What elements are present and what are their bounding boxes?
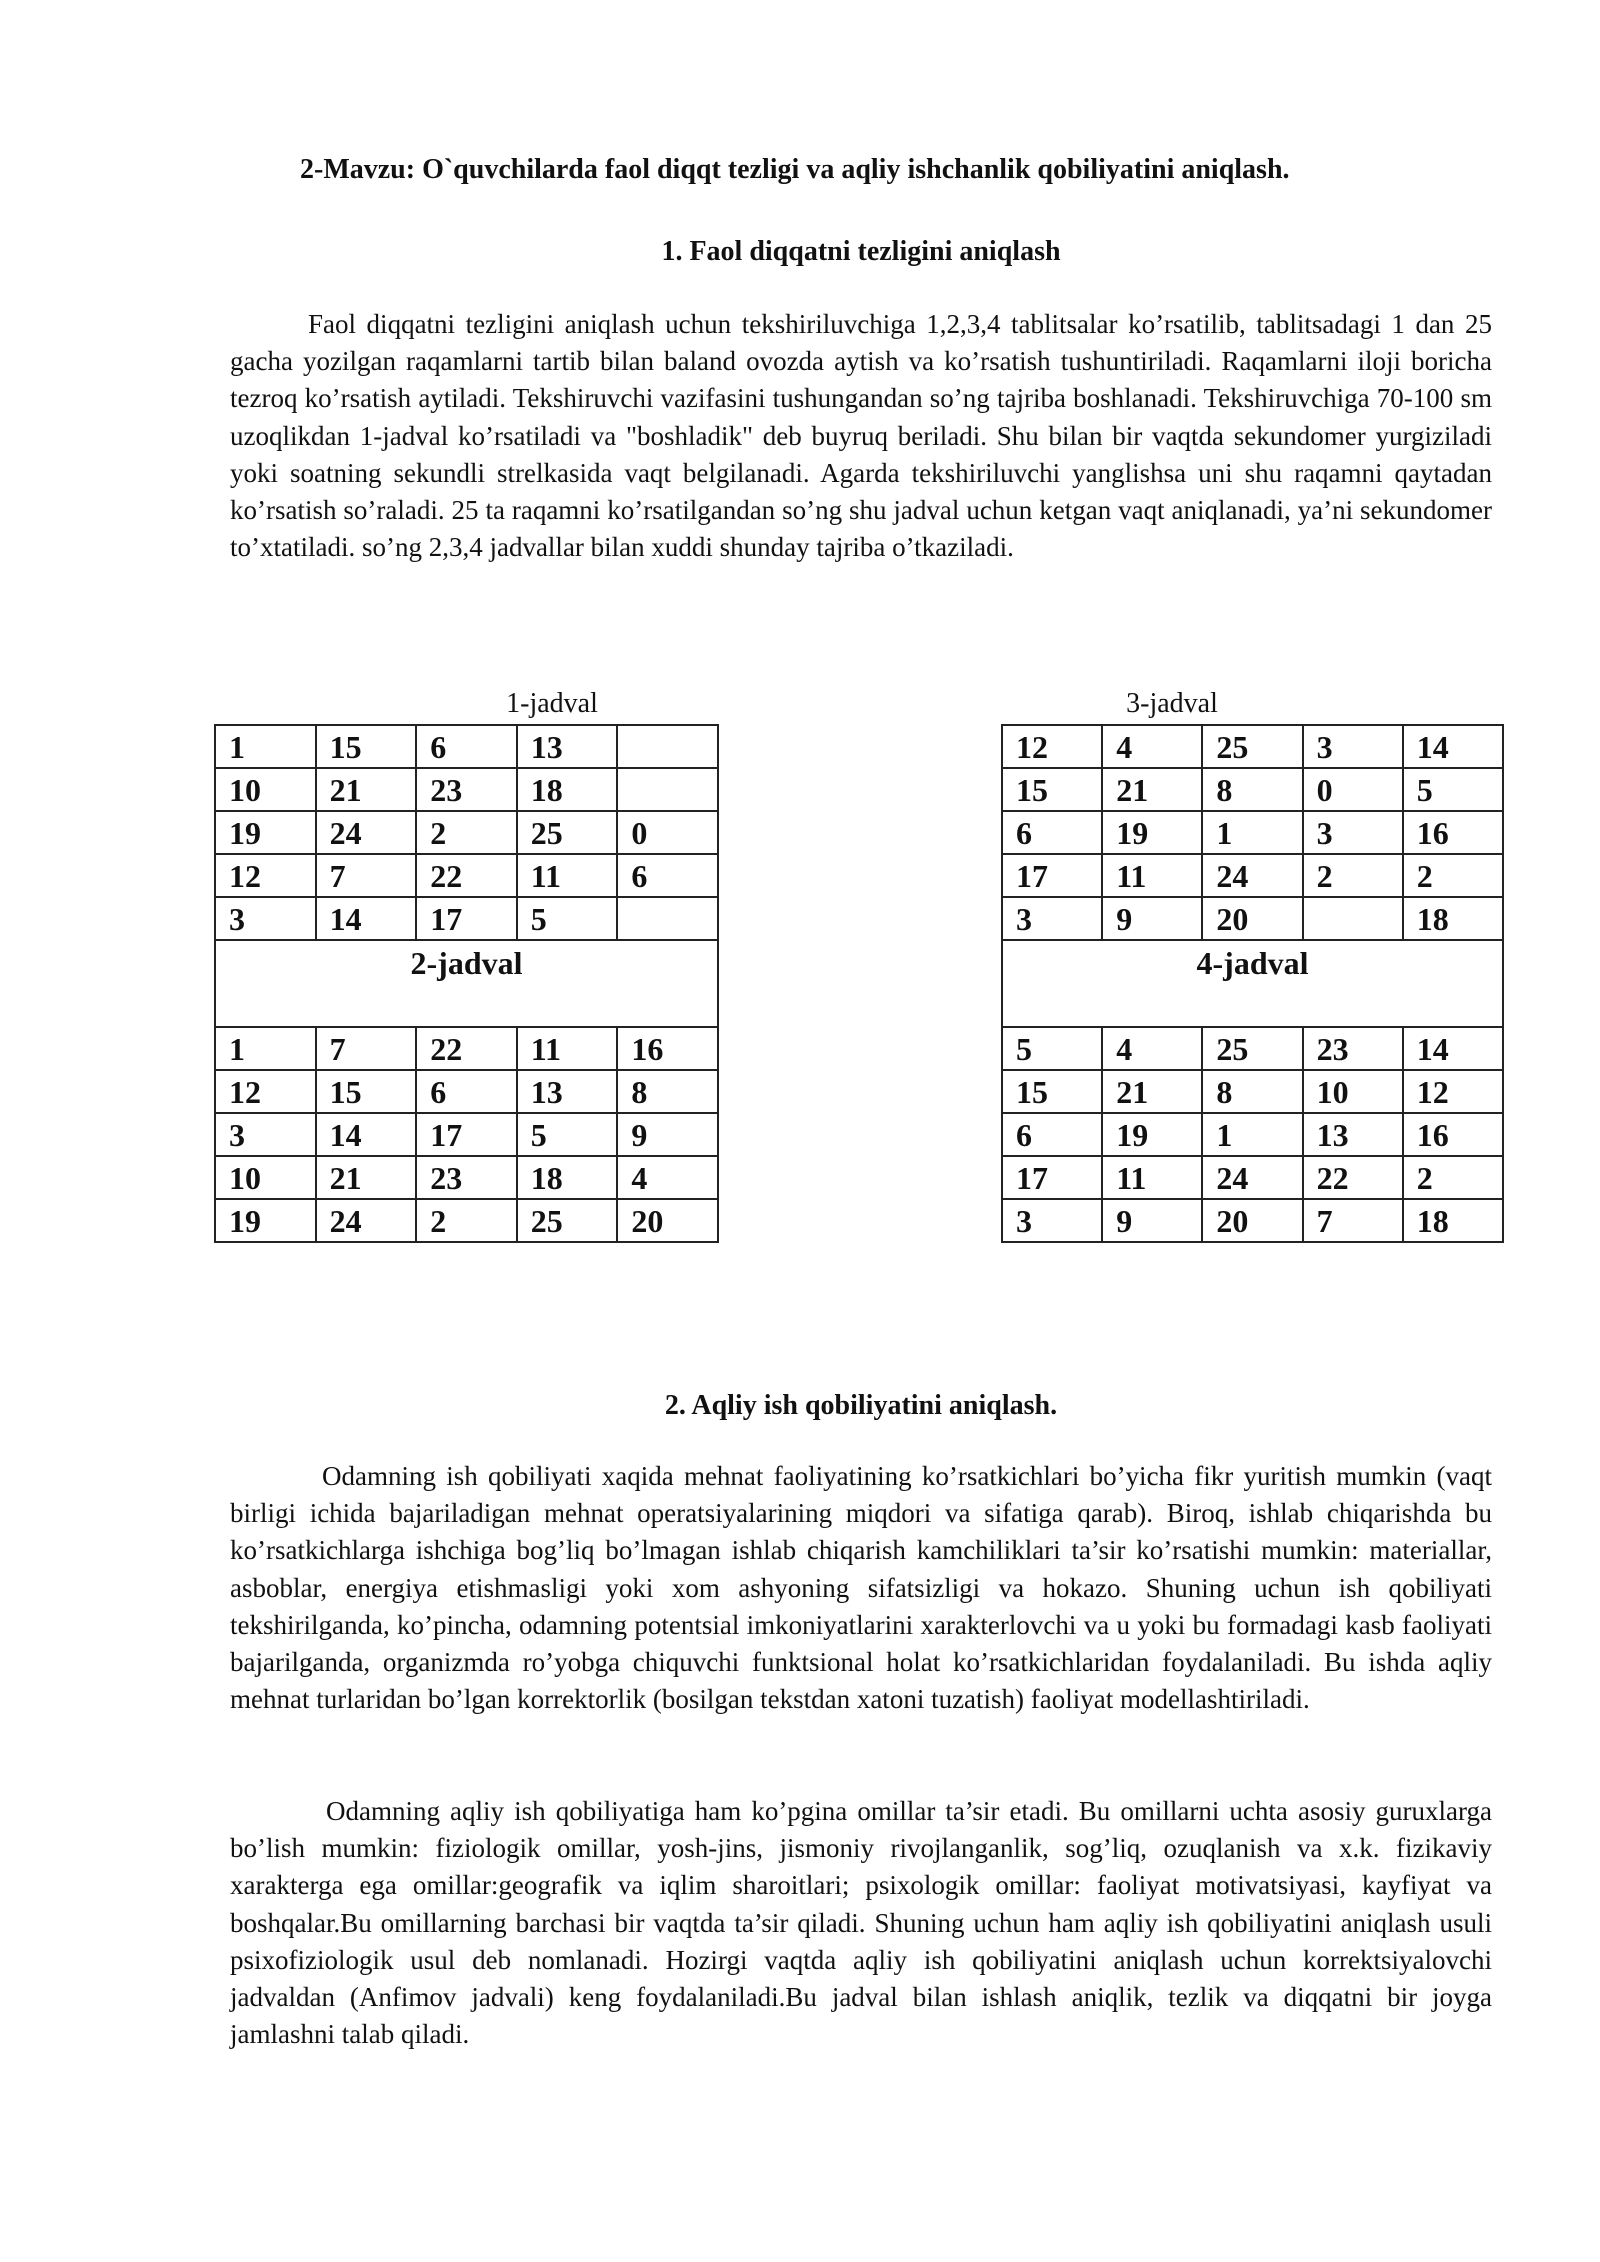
table-cell: 7 xyxy=(316,1027,417,1070)
table-cell: 21 xyxy=(316,768,417,811)
table-row xyxy=(215,854,718,897)
table-cell: 1 xyxy=(1202,811,1302,854)
table-cell: 24 xyxy=(1202,854,1302,897)
table-cell: 6 xyxy=(416,725,517,768)
table-cell: 12 xyxy=(1002,725,1102,768)
table-cell: 2 xyxy=(416,1199,517,1242)
table-cell: 9 xyxy=(617,1113,718,1156)
table-row xyxy=(215,768,718,811)
table-cell: 7 xyxy=(1303,1199,1403,1242)
table-cell: 25 xyxy=(1202,1027,1302,1070)
table-row xyxy=(215,1113,718,1156)
table-caption-4-jadval: 4-jadval xyxy=(1196,945,1309,981)
table-cell: 15 xyxy=(1002,768,1102,811)
table-cell: 9 xyxy=(1102,897,1202,940)
table-cell: 20 xyxy=(1202,1199,1302,1242)
table-row xyxy=(215,811,718,854)
table-cell: 24 xyxy=(316,1199,417,1242)
table-cell: 5 xyxy=(1002,1027,1102,1070)
table-cell: 11 xyxy=(1102,854,1202,897)
table-row xyxy=(215,1199,718,1242)
section1-title: 1. Faol diqqatni tezligini aniqlash xyxy=(661,236,1061,267)
table-cell xyxy=(1303,897,1403,940)
table-row xyxy=(215,1070,718,1113)
table-cell: 8 xyxy=(1202,1070,1302,1113)
table-cell: 21 xyxy=(316,1156,417,1199)
table-cell: 3 xyxy=(1002,897,1102,940)
table-cell: 14 xyxy=(316,897,417,940)
table-cell: 2 xyxy=(1303,854,1403,897)
table-caption-2-jadval: 2-jadval xyxy=(410,945,523,981)
table-cell: 3 xyxy=(215,1113,316,1156)
table-row xyxy=(1002,854,1503,897)
table-cell: 19 xyxy=(215,1199,316,1242)
table-cell: 16 xyxy=(1403,1113,1503,1156)
table-row xyxy=(215,1027,718,1070)
table-cell: 12 xyxy=(215,1070,316,1113)
table-cell: 16 xyxy=(1403,811,1503,854)
table-row xyxy=(1002,768,1503,811)
table-cell: 13 xyxy=(1303,1113,1403,1156)
table-row xyxy=(215,1156,718,1199)
table-cell: 17 xyxy=(416,1113,517,1156)
table-cell: 12 xyxy=(215,854,316,897)
table-row xyxy=(1002,1027,1503,1070)
table-caption-1-jadval: 1-jadval xyxy=(506,688,598,719)
table-cell: 1 xyxy=(1202,1113,1302,1156)
table-cell: 8 xyxy=(1202,768,1302,811)
table-cell: 0 xyxy=(617,811,718,854)
table-cell: 6 xyxy=(617,854,718,897)
table-cell: 15 xyxy=(316,1070,417,1113)
table-cell: 18 xyxy=(517,768,618,811)
table-cell: 6 xyxy=(1002,811,1102,854)
table-cell: 5 xyxy=(1403,768,1503,811)
table-cell: 10 xyxy=(215,768,316,811)
table-cell xyxy=(617,768,718,811)
table-caption-3-jadval: 3-jadval xyxy=(1126,688,1218,719)
table-cell: 11 xyxy=(517,854,618,897)
table-cell: 13 xyxy=(517,725,618,768)
table-cell: 25 xyxy=(517,811,618,854)
table-row xyxy=(215,725,718,768)
table-cell: 11 xyxy=(517,1027,618,1070)
table-cell: 3 xyxy=(1303,725,1403,768)
table-row xyxy=(1002,1156,1503,1199)
table-cell: 14 xyxy=(1403,1027,1503,1070)
table-cell: 24 xyxy=(1202,1156,1302,1199)
table-cell: 23 xyxy=(1303,1027,1403,1070)
table-cell: 9 xyxy=(1102,1199,1202,1242)
table-cell: 4 xyxy=(617,1156,718,1199)
table-cell xyxy=(617,897,718,940)
table-cell: 23 xyxy=(416,1156,517,1199)
table-cell: 19 xyxy=(1102,811,1202,854)
section2-paragraph-1: Odamning ish qobiliyati xaqida mehnat faoliyatining ko’rsatkichlari bo’yicha fikr yuritish mumkin (vaqt birligi ichida bajariladigan mehnat operatsiyalarining miqdori va sifatiga qarab). Biroq, ishlab chiqarishda bu ko’rsatkichlarga ishchiga bog’liq bo’lmagan ishlab chiqarish kamchiliklari ta’sir ko’rsatishi mumkin: materiallar, asboblar, energiya etishmasligi yoki xom ashyoning sifatsizligi va hokazo. Shuning uchun ish qobiliyati tekshirilganda, ko’pincha, odamning potentsial imkoniyatlarini xarakterlovchi va u yoki bu formadagi kasb faoliyati bajarilganda, organizmda ro’yobga chiquvchi funktsional holat ko’rsatkichlaridan foydalaniladi. Bu ishda aqliy mehnat turlaridan bo’lgan korrektorlik (bosilgan tekstdan xatoni tuzatish) faoliyat modellashtiriladi. xyxy=(230,1461,1492,1715)
table-cell: 22 xyxy=(416,854,517,897)
table-cell: 2 xyxy=(1403,854,1503,897)
table-row-caption xyxy=(215,940,718,1027)
table-cell xyxy=(617,725,718,768)
table-row xyxy=(1002,1070,1503,1113)
table-row xyxy=(1002,1199,1503,1242)
table-cell: 20 xyxy=(1202,897,1302,940)
table-cell: 2 xyxy=(416,811,517,854)
table-cell: 17 xyxy=(416,897,517,940)
middle-caption-cell xyxy=(215,940,718,1027)
table-cell: 3 xyxy=(1303,811,1403,854)
table-cell: 22 xyxy=(1303,1156,1403,1199)
page-title: 2-Mavzu: O`quvchilarda faol diqqt tezligi va aqliy ishchanlik qobiliyatini aniqlash. xyxy=(300,154,1290,185)
table-cell: 2 xyxy=(1403,1156,1503,1199)
table-cell: 16 xyxy=(617,1027,718,1070)
section2-title: 2. Aqliy ish qobiliyatini aniqlash. xyxy=(664,1390,1058,1421)
table-cell: 22 xyxy=(416,1027,517,1070)
table-cell: 17 xyxy=(1002,854,1102,897)
section1-paragraph: Faol diqqatni tezligini aniqlash uchun tekshiriluvchiga 1,2,3,4 tablitsalar ko’rsatilib, tablitsadagi 1 dan 25 gacha yozilgan raqamlarni tartib bilan baland ovozda aytish va ko’rsatish tushuntiriladi. Raqamlarni iloji boricha tezroq ko’rsatish aytiladi. Tekshiruvchi vazifasini tushungandan so’ng tajriba boshlanadi. Tekshiruvchiga 70-100 sm uzoqlikdan 1-jadval ko’rsatiladi va "boshladik" deb buyruq beriladi. Shu bilan bir vaqtda sekundomer yurgiziladi yoki soatning sekundli strelkasida vaqt belgilanadi. Agarda tekshiriluvchi yanglishsa uni shu raqamni qaytadan ko’rsatish so’raladi. 25 ta raqamni ko’rsatilgandan so’ng shu jadval uchun ketgan vaqt aniqlanadi, ya’ni sekundomer to’xtatiladi. so’ng 2,3,4 jadvallar bilan xuddi shunday tajriba o’tkaziladi. xyxy=(230,309,1492,563)
table-cell: 6 xyxy=(416,1070,517,1113)
table-cell: 21 xyxy=(1102,768,1202,811)
table-cell: 3 xyxy=(1002,1199,1102,1242)
table-cell: 20 xyxy=(617,1199,718,1242)
table-cell: 19 xyxy=(1102,1113,1202,1156)
table-cell: 14 xyxy=(316,1113,417,1156)
table-row xyxy=(1002,1113,1503,1156)
table-cell: 1 xyxy=(215,1027,316,1070)
table-cell: 18 xyxy=(517,1156,618,1199)
table-cell: 23 xyxy=(416,768,517,811)
table-row xyxy=(1002,811,1503,854)
table-cell: 5 xyxy=(517,1113,618,1156)
table-cell: 8 xyxy=(617,1070,718,1113)
table-cell: 0 xyxy=(1303,768,1403,811)
table-cell: 14 xyxy=(1403,725,1503,768)
table-cell: 13 xyxy=(517,1070,618,1113)
table-cell: 4 xyxy=(1102,725,1202,768)
jadval-table-right xyxy=(1001,724,1504,1243)
table-cell: 15 xyxy=(316,725,417,768)
table-cell: 17 xyxy=(1002,1156,1102,1199)
table-cell: 3 xyxy=(215,897,316,940)
table-cell: 25 xyxy=(517,1199,618,1242)
table-row-caption xyxy=(1002,940,1503,1027)
table-cell: 21 xyxy=(1102,1070,1202,1113)
table-cell: 10 xyxy=(1303,1070,1403,1113)
table-cell: 15 xyxy=(1002,1070,1102,1113)
table-cell: 1 xyxy=(215,725,316,768)
table-cell: 19 xyxy=(215,811,316,854)
table-cell: 11 xyxy=(1102,1156,1202,1199)
table-cell: 7 xyxy=(316,854,417,897)
jadval-table-left xyxy=(214,724,719,1243)
table-cell: 12 xyxy=(1403,1070,1503,1113)
table-cell: 24 xyxy=(316,811,417,854)
table-cell: 4 xyxy=(1102,1027,1202,1070)
table-cell: 10 xyxy=(215,1156,316,1199)
table-cell: 5 xyxy=(517,897,618,940)
table-row xyxy=(1002,897,1503,940)
middle-caption-cell xyxy=(1002,940,1503,1027)
table-cell: 25 xyxy=(1202,725,1302,768)
table-cell: 6 xyxy=(1002,1113,1102,1156)
table-row xyxy=(1002,725,1503,768)
section2-paragraph-2: Odamning aqliy ish qobiliyatiga ham ko’pgina omillar ta’sir etadi. Bu omillarni uchta asosiy guruxlarga bo’lish mumkin: fiziologik omillar, yosh-jins, jismoniy rivojlanganlik, sog’liq, ozuqlanish va x.k. fizikaviy xarakterga ega omillar:geografik va iqlim sharoitlari; psixologik omillar: faoliyat motivatsiyasi, kayfiyat va boshqalar.Bu omillarning barchasi bir vaqtda ta’sir qiladi. Shuning uchun ham aqliy ish qobiliyatini aniqlash usuli psixofiziologik usul deb nomlanadi. Hozirgi vaqtda aqliy ish qobiliyatini aniqlash uchun korrektsiyalovchi jadvaldan (Anfimov jadvali) keng foydalaniladi.Bu jadval bilan ishlash aniqlik, tezlik va diqqatni bir joyga jamlashni talab qiladi. xyxy=(230,1796,1492,2050)
table-cell: 18 xyxy=(1403,897,1503,940)
table-row xyxy=(215,897,718,940)
table-cell: 18 xyxy=(1403,1199,1503,1242)
